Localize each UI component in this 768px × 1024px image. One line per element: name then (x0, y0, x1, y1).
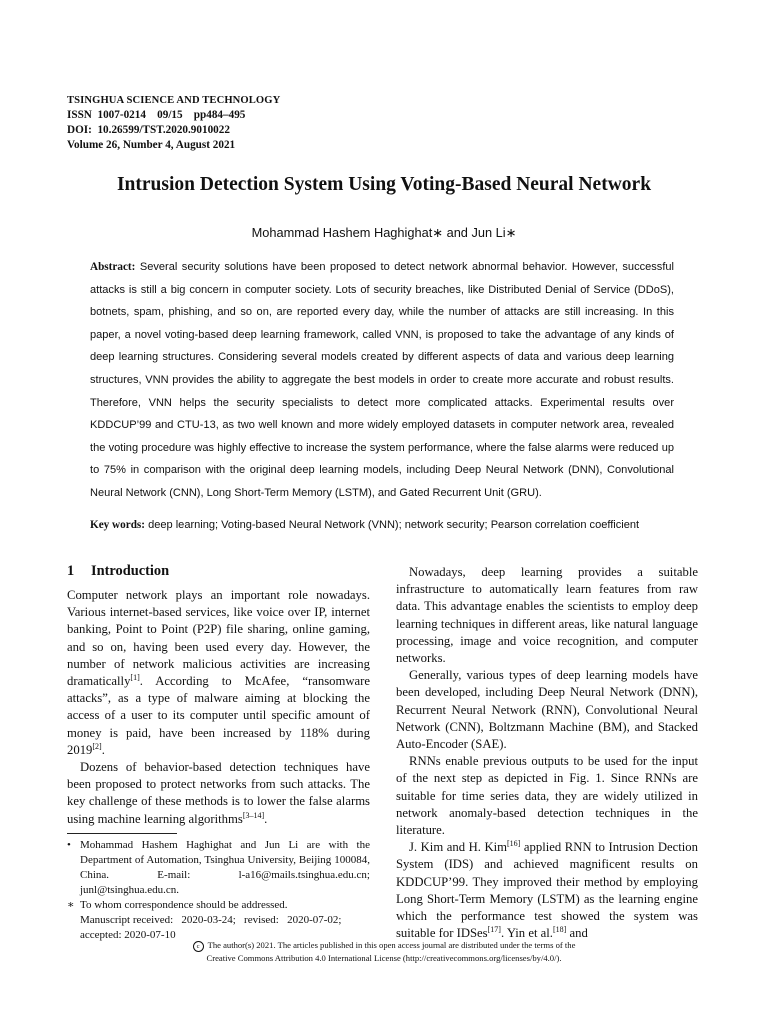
body-paragraph-4 (396, 839, 698, 942)
license-line-2: Creative Commons Attribution 4.0 International License (http://creativecommons.org/licenses/by/4.0/). (206, 953, 562, 963)
section-title: Introduction (91, 563, 170, 579)
body-paragraph-3: RNNs enable previous outputs to be used for the input of the next step as depicted in Fig. 1. Since RNNs are suitable for time series data, they are widely utilized in network anomaly-based detection techniques in the literature. (396, 754, 698, 838)
footnote-correspondence (67, 898, 370, 913)
body-paragraph-1: Nowadays, deep learning provides a suitable infrastructure to automatically learn features from raw data. This advantage enables the scientists to employ deep learning techniques in different areas, like natural language processing, image and voice recognition, and computer networks. (396, 565, 698, 666)
paragraph-text: Dozens of behavior-based detection techniques have been proposed to protect networks from such attacks. The key challenge of these methods is to lower the false alarms using machine learning algorithms (67, 760, 370, 826)
footnote-affiliation (67, 838, 370, 898)
abstract-text: Several security solutions have been proposed to detect network abnormal behavior. However, successful attacks is still a big concern in computer society. Lots of security breaches, like Distributed Denial of Service (DDoS), botnets, spam, phishing, and so on, are reported every day, while the number of attacks are still increasing. In this paper, a novel voting-based deep learning framework, called VNN, is proposed to take the advantage of any kinds of deep learning structures. Considering several models created by different aspects of data and various deep learning structures, VNN provides the ability to aggregate the best models in order to create more accurate and robust results. Therefore, VNN helps the security specialists to detect more complicated attacks. Experimental results over KDDCUP’99 and CTU-13, as two well known and more widely employed datasets in computer network area, revealed the voting procedure was highly effective to increase the system performance, where the false alarms were reduced up to 75% in comparison with the original deep learning models, including Deep Neural Network (DNN), Convolutional Neural Network (CNN), Long Short-Term Memory (LSTM), and Gated Recurrent Unit (GRU). (90, 261, 674, 499)
intro-paragraph-2 (67, 759, 370, 828)
abstract (90, 256, 674, 505)
citation: [17] (487, 925, 501, 935)
citation: [18] (552, 925, 567, 935)
paragraph-text: J. Kim and H. Kim (409, 840, 508, 855)
left-column (67, 562, 370, 943)
paragraph-text: . (264, 811, 268, 826)
copyright-icon: c (193, 941, 204, 952)
paper-title: Intrusion Detection System Using Voting-Based Neural Network (116, 174, 652, 195)
abstract-label: Abstract: (90, 261, 136, 273)
paragraph-text: Computer network plays an important role nowadays. Various internet-based services, like voice over IP, internet banking, Point to Point (P2P) file sharing, online gaming, and so on, having been used every day. However, the number of network malicious activities are increasing dramatically (67, 588, 370, 689)
footnote-divider (67, 833, 177, 834)
journal-volume: Volume 26, Number 4, August 2021 (67, 139, 236, 151)
bullet-icon: • (67, 838, 71, 851)
license-line-1: The author(s) 2021. The articles published in this open access journal are distributed under the terms of the (207, 940, 576, 950)
paragraph-text: and (566, 926, 588, 941)
citation: [3–14] (242, 810, 265, 820)
body-paragraph-2: Generally, various types of deep learning models have been developed, including Deep Neural Network (DNN), Recurrent Neural Network (RNN), Convolutional Neural Network (CNN), Boltzmann Machine (BM), and Stacked Auto-Encoder (SAE). (396, 668, 698, 752)
paragraph-text: . According to McAfee, “ransomware attacks”, as a type of malware aiming at blocking the access of a user to its computer until specific amount of money is paid, have been increased by 118% during 2019 (67, 674, 370, 757)
journal-issn: ISSN 1007-0214 09/15 pp484–495 (67, 109, 246, 121)
asterisk-icon: ∗ (67, 898, 75, 911)
citation: [1] (130, 673, 140, 683)
paragraph-text: . (101, 742, 105, 757)
keywords-text: deep learning; Voting-based Neural Network (VNN); network security; Pearson correlation coefficient (148, 519, 640, 531)
license-notice (0, 939, 768, 964)
citation: [2] (92, 741, 102, 751)
paper-authors: Mohammad Hashem Haghighat∗ and Jun Li∗ (251, 225, 517, 240)
footnote-text: To whom correspondence should be addressed. (80, 898, 288, 911)
keywords (90, 519, 690, 531)
intro-paragraph-1 (67, 587, 370, 759)
footnote-manuscript-dates: Manuscript received: 2020-03-24; revised: 2020-07-02; (80, 913, 342, 926)
footnotes (67, 838, 370, 943)
footnote-text: Mohammad Hashem Haghighat and Jun Li are with the Department of Automation, Tsinghua University, Beijing 100084, China. E-mail: l-a16@mails.tsinghua.edu.cn; junl@tsinghua.edu.cn. (80, 838, 370, 896)
journal-name: TSINGHUA SCIENCE AND TECHNOLOGY (67, 95, 281, 106)
journal-doi: DOI: 10.26599/TST.2020.9010022 (67, 124, 230, 136)
paragraph-text: . Yin et al. (500, 926, 553, 941)
section-heading (67, 562, 370, 580)
citation: [16] (507, 839, 521, 849)
paragraph-text: applied RNN to Intrusion Dection System (IDS) and achieved magnificent results on KDDCUP’99. They improved their method by employing Long Short-Term Memory (LSTM) as the learning engine which the performance test showed the system was suitable for IDSes (396, 840, 698, 941)
journal-header (67, 93, 467, 153)
section-number: 1 (67, 563, 75, 579)
keywords-label: Key words: (90, 519, 145, 531)
right-column (396, 564, 698, 942)
footnote-accepted-date: accepted: 2020-07-10 (80, 928, 176, 941)
